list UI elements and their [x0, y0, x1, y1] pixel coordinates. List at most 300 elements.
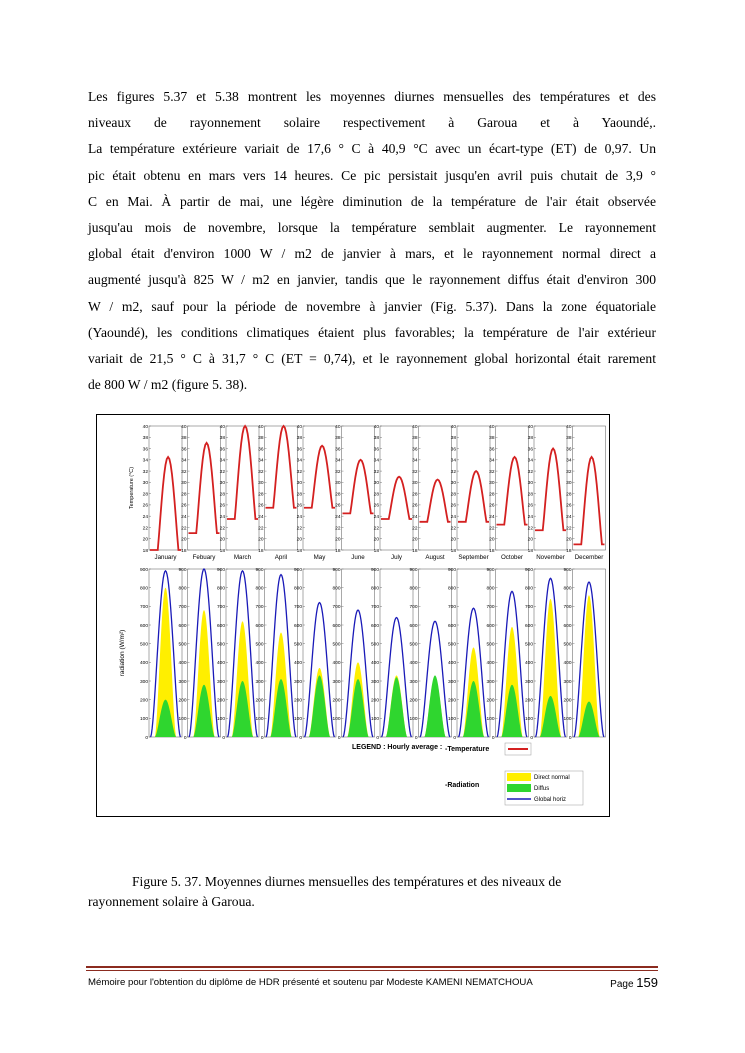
legend-direct-swatch — [507, 773, 531, 781]
radiation-tick-label: 600 — [486, 623, 495, 629]
radiation-tick-label: 900 — [139, 567, 148, 573]
figure-frame — [96, 414, 610, 817]
temperature-tick-label: 28 — [450, 492, 456, 498]
temperature-axis-title: Temperature (°C) — [129, 466, 135, 510]
radiation-tick-label: 500 — [178, 642, 187, 648]
temperature-tick-label: 18 — [258, 548, 264, 554]
temperature-tick-label: 32 — [489, 469, 495, 475]
temperature-tick-label: 28 — [258, 492, 264, 498]
month-label: December — [574, 554, 604, 561]
body-paragraph — [88, 84, 656, 398]
temperature-tick-label: 26 — [566, 503, 572, 509]
radiation-tick-label: 700 — [409, 605, 418, 611]
radiation-tick-label: 0 — [337, 735, 341, 741]
temperature-tick-label: 40 — [142, 424, 148, 430]
radiation-tick-label: 300 — [486, 679, 495, 685]
temperature-tick-label: 28 — [335, 492, 341, 498]
radiation-tick-label: 700 — [293, 605, 302, 611]
radiation-tick-label: 200 — [447, 698, 456, 704]
temperature-tick-label: 38 — [412, 436, 418, 442]
temperature-tick-label: 20 — [142, 537, 148, 543]
temperature-tick-label: 38 — [142, 436, 148, 442]
temperature-tick-label: 34 — [450, 458, 456, 464]
temperature-tick-label: 30 — [450, 481, 456, 487]
temperature-tick-label: 18 — [373, 548, 379, 554]
temperature-tick-label: 38 — [566, 436, 572, 442]
temperature-tick-label: 32 — [296, 469, 302, 475]
temperature-tick-label: 20 — [335, 537, 341, 543]
radiation-tick-label: 200 — [563, 698, 572, 704]
radiation-tick-label: 100 — [139, 717, 148, 723]
temperature-tick-label: 18 — [527, 548, 533, 554]
temperature-tick-label: 32 — [373, 469, 379, 475]
temperature-tick-label: 30 — [412, 481, 418, 487]
temperature-tick-label: 28 — [142, 492, 148, 498]
radiation-tick-label: 800 — [409, 586, 418, 592]
radiation-tick-label: 200 — [370, 698, 379, 704]
radiation-tick-label: 0 — [568, 735, 572, 741]
temperature-tick-label: 32 — [566, 469, 572, 475]
temperature-tick-label: 24 — [219, 514, 225, 520]
radiation-tick-label: 800 — [524, 586, 533, 592]
temperature-tick-label: 24 — [450, 514, 456, 520]
temperature-tick-label: 22 — [373, 526, 379, 532]
temperature-tick-label: 22 — [181, 526, 187, 532]
page-number-block — [610, 975, 658, 990]
radiation-tick-label: 100 — [524, 717, 533, 723]
radiation-tick-label: 800 — [486, 586, 495, 592]
radiation-tick-label: 300 — [370, 679, 379, 685]
temperature-tick-label: 36 — [527, 447, 533, 453]
temperature-tick-label: 38 — [450, 436, 456, 442]
radiation-tick-label: 500 — [486, 642, 495, 648]
temperature-tick-label: 36 — [450, 447, 456, 453]
temperature-tick-label: 28 — [566, 492, 572, 498]
radiation-tick-label: 600 — [524, 623, 533, 629]
temperature-curve — [343, 460, 374, 514]
temperature-tick-label: 22 — [258, 526, 264, 532]
temperature-tick-label: 24 — [258, 514, 264, 520]
body-line: La température extérieure variait de 17,6 ° C à 40,9 °C avec un écart-type (ET) de 0,97. Un — [88, 141, 656, 157]
radiation-tick-label: 300 — [409, 679, 418, 685]
temperature-tick-label: 36 — [258, 447, 264, 453]
temperature-tick-label: 34 — [142, 458, 148, 464]
radiation-tick-label: 100 — [409, 717, 418, 723]
temperature-tick-label: 24 — [412, 514, 418, 520]
temperature-tick-label: 22 — [296, 526, 302, 532]
footer-rule — [86, 966, 658, 968]
radiation-tick-label: 400 — [332, 661, 341, 667]
legend-title: LEGEND : Hourly average : — [352, 744, 443, 751]
temperature-tick-label: 20 — [373, 537, 379, 543]
radiation-tick-label: 100 — [178, 717, 187, 723]
radiation-tick-label: 300 — [255, 679, 264, 685]
temperature-tick-label: 34 — [527, 458, 533, 464]
radiation-tick-label: 0 — [491, 735, 495, 741]
radiation-tick-label: 0 — [222, 735, 225, 741]
temperature-tick-label: 32 — [181, 469, 187, 475]
temperature-tick-label: 24 — [489, 514, 495, 520]
radiation-tick-label: 300 — [563, 679, 572, 685]
temperature-tick-label: 18 — [412, 548, 418, 554]
radiation-tick-label: 300 — [139, 679, 148, 685]
legend-temperature-label: -Temperature — [445, 746, 490, 753]
temperature-tick-label: 18 — [450, 548, 456, 554]
radiation-tick-label: 900 — [524, 567, 533, 573]
temperature-tick-label: 26 — [527, 503, 533, 509]
month-label: November — [536, 554, 565, 561]
body-line: Les figures 5.37 et 5.38 montrent les moyennes diurnes mensuelles des températures et des — [88, 89, 656, 104]
radiation-tick-label: 700 — [332, 605, 341, 611]
radiation-tick-label: 900 — [178, 567, 187, 573]
page-footer — [88, 977, 658, 988]
temperature-tick-label: 28 — [527, 492, 533, 498]
temperature-subplot-frame — [188, 426, 221, 550]
body-line: W / m2, sauf pour la période de novembre à janvier (Fig. 5.37). Dans la zone équatoriale — [88, 298, 656, 314]
radiation-tick-label: 600 — [563, 623, 572, 629]
temperature-tick-label: 36 — [219, 447, 225, 453]
temperature-tick-label: 34 — [258, 458, 264, 464]
temperature-tick-label: 26 — [450, 503, 456, 509]
radiation-tick-label: 800 — [293, 586, 302, 592]
caption-line: rayonnement solaire à Garoua. — [88, 894, 255, 909]
temperature-tick-label: 24 — [181, 514, 187, 520]
temperature-tick-label: 32 — [258, 469, 264, 475]
temperature-tick-label: 38 — [258, 436, 264, 442]
radiation-tick-label: 600 — [216, 623, 225, 629]
temperature-tick-label: 40 — [489, 424, 495, 430]
month-label: Febuary — [192, 554, 216, 561]
radiation-tick-label: 500 — [370, 642, 379, 648]
temperature-subplot-frame — [457, 426, 490, 550]
temperature-tick-label: 30 — [335, 481, 341, 487]
temperature-tick-label: 24 — [527, 514, 533, 520]
radiation-axis-title: radiation (W/m²) — [119, 629, 126, 677]
temperature-curve — [497, 457, 528, 525]
body-line: jusqu'au mois de novembre, lorsque la température semblait augmenter. Le rayonnement — [88, 220, 656, 236]
legend-entry: Global horiz — [534, 797, 567, 803]
temperature-curve — [420, 480, 451, 522]
temperature-tick-label: 24 — [142, 514, 148, 520]
radiation-tick-label: 700 — [255, 605, 264, 611]
radiation-tick-label: 600 — [178, 623, 187, 629]
radiation-tick-label: 200 — [332, 698, 341, 704]
radiation-tick-label: 700 — [563, 605, 572, 611]
legend-diffus-swatch — [507, 784, 531, 792]
temperature-tick-label: 18 — [566, 548, 572, 554]
temperature-subplot-frame — [380, 426, 413, 550]
legend-radiation-label: -Radiation — [445, 782, 480, 789]
temperature-tick-label: 30 — [527, 481, 533, 487]
temperature-tick-label: 24 — [335, 514, 341, 520]
radiation-tick-label: 500 — [293, 642, 302, 648]
month-label: April — [274, 554, 288, 561]
radiation-tick-label: 200 — [255, 698, 264, 704]
radiation-tick-label: 500 — [216, 642, 225, 648]
page-number: 159 — [636, 975, 658, 990]
temperature-tick-label: 26 — [489, 503, 495, 509]
temperature-curve — [381, 477, 412, 519]
radiation-tick-label: 900 — [486, 567, 495, 573]
temperature-tick-label: 30 — [142, 481, 148, 487]
radiation-tick-label: 0 — [183, 735, 187, 741]
figure-caption — [88, 872, 656, 912]
temperature-tick-label: 20 — [527, 537, 533, 543]
radiation-tick-label: 500 — [409, 642, 418, 648]
month-label: August — [425, 554, 445, 561]
temperature-tick-label: 30 — [489, 481, 495, 487]
radiation-tick-label: 100 — [563, 717, 572, 723]
body-line: C en Mai. À partir de mai, une légère diminution de la température de l'air était observée — [88, 193, 656, 209]
body-line: pic était obtenu en mars vers 14 heures. Ce pic persistait jusqu'en avril puis chutait de 3,9 ° — [88, 167, 656, 183]
temperature-tick-label: 26 — [412, 503, 418, 509]
radiation-tick-label: 0 — [376, 735, 379, 741]
month-label: May — [313, 554, 326, 561]
month-label: July — [390, 554, 403, 561]
temperature-tick-label: 34 — [181, 458, 187, 464]
radiation-tick-label: 500 — [563, 642, 572, 648]
radiation-tick-label: 800 — [370, 586, 379, 592]
temperature-tick-label: 34 — [489, 458, 495, 464]
radiation-tick-label: 0 — [530, 735, 533, 741]
legend-entry: Direct normal — [534, 775, 570, 781]
radiation-tick-label: 500 — [524, 642, 533, 648]
temperature-tick-label: 34 — [566, 458, 572, 464]
radiation-tick-label: 900 — [293, 567, 302, 573]
temperature-tick-label: 40 — [566, 424, 572, 430]
radiation-tick-label: 200 — [524, 698, 533, 704]
temperature-tick-label: 20 — [412, 537, 418, 543]
footer-text: Mémoire pour l'obtention du diplôme de HDR présenté et soutenu par Modeste KAMENI NEMATCHOUA — [88, 977, 533, 988]
radiation-tick-label: 900 — [563, 567, 572, 573]
radiation-tick-label: 700 — [139, 605, 148, 611]
footer-rule — [86, 970, 658, 971]
temperature-tick-label: 30 — [566, 481, 572, 487]
radiation-tick-label: 900 — [370, 567, 379, 573]
body-line: global était d'environ 1000 W / m2 de janvier à mars, et le rayonnement normal direct a — [88, 246, 656, 262]
radiation-tick-label: 200 — [178, 698, 187, 704]
temperature-tick-label: 18 — [335, 548, 341, 554]
temperature-tick-label: 26 — [258, 503, 264, 509]
temperature-tick-label: 24 — [373, 514, 379, 520]
temperature-tick-label: 20 — [258, 537, 264, 543]
radiation-tick-label: 800 — [139, 586, 148, 592]
radiation-tick-label: 800 — [563, 586, 572, 592]
radiation-tick-label: 600 — [255, 623, 264, 629]
temperature-tick-label: 22 — [489, 526, 495, 532]
temperature-tick-label: 22 — [335, 526, 341, 532]
temperature-tick-label: 30 — [373, 481, 379, 487]
temperature-tick-label: 20 — [450, 537, 456, 543]
temperature-tick-label: 40 — [181, 424, 187, 430]
radiation-tick-label: 400 — [447, 661, 456, 667]
radiation-tick-label: 700 — [178, 605, 187, 611]
temperature-tick-label: 30 — [258, 481, 264, 487]
radiation-tick-label: 900 — [332, 567, 341, 573]
temperature-tick-label: 28 — [489, 492, 495, 498]
temperature-subplot-frame — [419, 426, 452, 550]
radiation-tick-label: 0 — [145, 735, 148, 741]
temperature-tick-label: 36 — [181, 447, 187, 453]
radiation-tick-label: 0 — [299, 735, 302, 741]
temperature-tick-label: 30 — [219, 481, 225, 487]
body-line: variait de 21,5 ° C à 31,7 ° C (ET = 0,74), et le rayonnement global horizontal était rarement — [88, 351, 656, 367]
temperature-subplot-frame — [342, 426, 375, 550]
diffus-area — [463, 681, 484, 737]
radiation-tick-label: 400 — [563, 661, 572, 667]
temperature-tick-label: 32 — [527, 469, 533, 475]
temperature-tick-label: 18 — [219, 548, 225, 554]
temperature-tick-label: 24 — [296, 514, 302, 520]
radiation-tick-label: 100 — [486, 717, 495, 723]
radiation-tick-label: 0 — [453, 735, 456, 741]
month-label: March — [233, 554, 252, 561]
radiation-tick-label: 600 — [370, 623, 379, 629]
body-line: de 800 W / m2 (figure 5. 38). — [88, 377, 248, 393]
radiation-tick-label: 400 — [486, 661, 495, 667]
radiation-tick-label: 300 — [524, 679, 533, 685]
radiation-tick-label: 900 — [447, 567, 456, 573]
radiation-tick-label: 100 — [370, 717, 379, 723]
radiation-tick-label: 300 — [293, 679, 302, 685]
temperature-curve — [227, 426, 258, 519]
month-label: June — [351, 554, 365, 561]
temperature-curve — [266, 426, 297, 508]
month-label: September — [458, 554, 489, 561]
temperature-curve — [574, 457, 605, 544]
body-line: niveaux de rayonnement solaire respectivement à Garoua et à Yaoundé,. — [88, 115, 656, 131]
radiation-tick-label: 400 — [524, 661, 533, 667]
temperature-tick-label: 28 — [219, 492, 225, 498]
temperature-subplot-frame — [303, 426, 336, 550]
radiation-tick-label: 0 — [414, 735, 418, 741]
temperature-tick-label: 34 — [335, 458, 341, 464]
radiation-tick-label: 500 — [255, 642, 264, 648]
radiation-tick-label: 500 — [447, 642, 456, 648]
temperature-tick-label: 26 — [296, 503, 302, 509]
radiation-tick-label: 600 — [293, 623, 302, 629]
temperature-tick-label: 32 — [412, 469, 418, 475]
temperature-tick-label: 36 — [142, 447, 148, 453]
temperature-tick-label: 18 — [489, 548, 495, 554]
temperature-tick-label: 40 — [219, 424, 225, 430]
radiation-tick-label: 900 — [216, 567, 225, 573]
diffus-area — [386, 677, 407, 737]
radiation-tick-label: 100 — [293, 717, 302, 723]
temperature-tick-label: 36 — [489, 447, 495, 453]
legend-entry: Diffus — [534, 786, 550, 792]
temperature-tick-label: 20 — [566, 537, 572, 543]
temperature-curve — [458, 471, 489, 522]
figure-chart — [97, 415, 609, 816]
temperature-tick-label: 20 — [489, 537, 495, 543]
radiation-tick-label: 400 — [255, 661, 264, 667]
temperature-curve — [189, 443, 220, 533]
temperature-tick-label: 18 — [142, 548, 148, 554]
radiation-tick-label: 0 — [260, 735, 264, 741]
radiation-tick-label: 300 — [447, 679, 456, 685]
temperature-tick-label: 38 — [373, 436, 379, 442]
radiation-tick-label: 400 — [409, 661, 418, 667]
radiation-tick-label: 600 — [139, 623, 148, 629]
temperature-tick-label: 34 — [412, 458, 418, 464]
temperature-tick-label: 26 — [335, 503, 341, 509]
temperature-tick-label: 32 — [142, 469, 148, 475]
temperature-tick-label: 34 — [373, 458, 379, 464]
temperature-tick-label: 24 — [566, 514, 572, 520]
temperature-tick-label: 22 — [412, 526, 418, 532]
radiation-tick-label: 100 — [447, 717, 456, 723]
radiation-tick-label: 300 — [216, 679, 225, 685]
radiation-tick-label: 800 — [447, 586, 456, 592]
month-label: October — [500, 554, 524, 561]
radiation-tick-label: 200 — [216, 698, 225, 704]
temperature-tick-label: 38 — [335, 436, 341, 442]
radiation-tick-label: 600 — [332, 623, 341, 629]
temperature-tick-label: 38 — [181, 436, 187, 442]
temperature-tick-label: 36 — [373, 447, 379, 453]
radiation-tick-label: 700 — [447, 605, 456, 611]
temperature-curve — [304, 446, 335, 508]
temperature-tick-label: 22 — [450, 526, 456, 532]
radiation-tick-label: 200 — [293, 698, 302, 704]
radiation-tick-label: 200 — [139, 698, 148, 704]
caption-line: Figure 5. 37. Moyennes diurnes mensuelles des températures et des niveaux de — [132, 874, 562, 889]
temperature-tick-label: 28 — [412, 492, 418, 498]
radiation-tick-label: 400 — [178, 661, 187, 667]
temperature-subplot-frame — [534, 426, 567, 550]
diffus-area — [347, 679, 368, 737]
temperature-tick-label: 26 — [181, 503, 187, 509]
diffus-area — [424, 675, 445, 737]
temperature-tick-label: 20 — [181, 537, 187, 543]
radiation-tick-label: 700 — [486, 605, 495, 611]
temperature-curve — [535, 449, 566, 531]
temperature-tick-label: 40 — [527, 424, 533, 430]
temperature-tick-label: 22 — [527, 526, 533, 532]
temperature-tick-label: 26 — [373, 503, 379, 509]
radiation-tick-label: 400 — [139, 661, 148, 667]
temperature-tick-label: 30 — [181, 481, 187, 487]
temperature-tick-label: 40 — [258, 424, 264, 430]
temperature-tick-label: 40 — [335, 424, 341, 430]
radiation-tick-label: 400 — [370, 661, 379, 667]
temperature-tick-label: 34 — [296, 458, 302, 464]
temperature-subplot-frame — [226, 426, 259, 550]
temperature-tick-label: 38 — [296, 436, 302, 442]
temperature-tick-label: 22 — [142, 526, 148, 532]
temperature-tick-label: 32 — [219, 469, 225, 475]
radiation-tick-label: 700 — [524, 605, 533, 611]
temperature-subplot-frame — [496, 426, 529, 550]
diffus-area — [309, 675, 330, 737]
month-label: January — [154, 554, 177, 561]
body-line: (Yaoundé), les conditions climatiques étaient plus favorables; la température de l'air extérieur — [88, 324, 656, 340]
temperature-tick-label: 26 — [219, 503, 225, 509]
page-label: Page — [610, 979, 634, 990]
temperature-tick-label: 40 — [450, 424, 456, 430]
temperature-curve — [150, 457, 181, 550]
temperature-tick-label: 36 — [412, 447, 418, 453]
radiation-tick-label: 600 — [409, 623, 418, 629]
radiation-tick-label: 100 — [332, 717, 341, 723]
radiation-tick-label: 300 — [332, 679, 341, 685]
temperature-tick-label: 32 — [450, 469, 456, 475]
radiation-tick-label: 900 — [255, 567, 264, 573]
temperature-tick-label: 30 — [296, 481, 302, 487]
temperature-tick-label: 36 — [335, 447, 341, 453]
radiation-tick-label: 200 — [486, 698, 495, 704]
